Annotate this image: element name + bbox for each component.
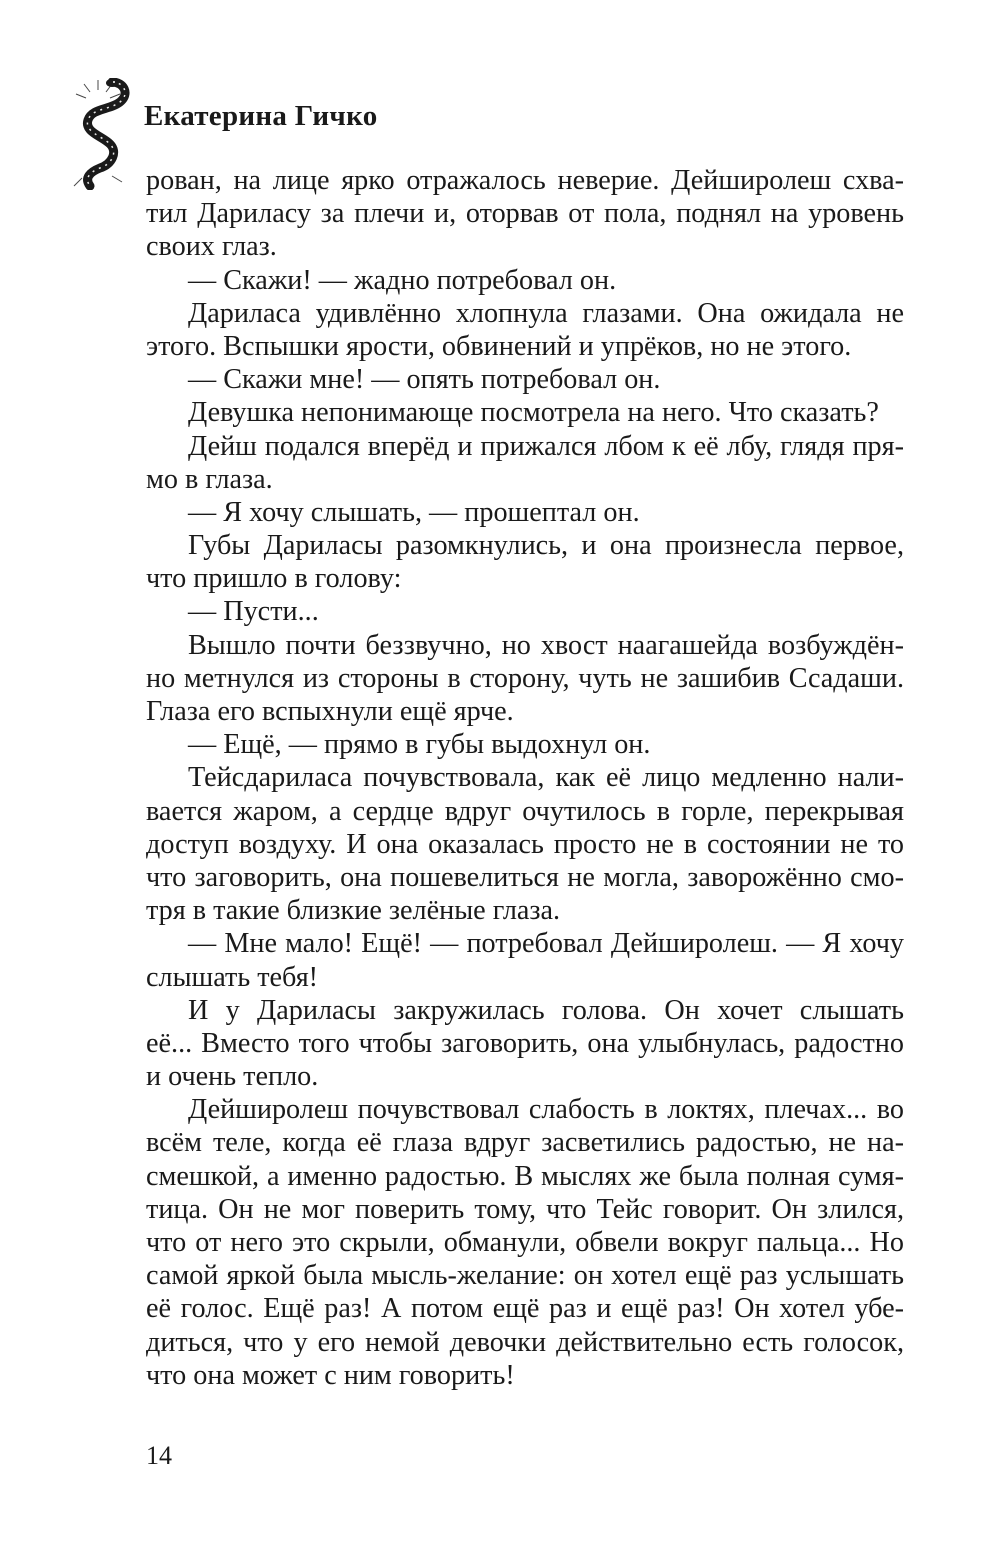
text-line: этого. Вспышки ярости, обвинений и упрёков, но не этого. (146, 330, 852, 362)
text-line: — Пусти... (188, 596, 319, 628)
text-line: Девушка непонимающе посмотрела на него. Что сказать? (188, 397, 879, 429)
text-line: Дейш подался вперёд и прижался лбом к её лбу, глядя пря- (188, 430, 904, 462)
body-text (146, 164, 904, 1392)
text-line: — Скажи мне! — опять потребовал он. (188, 364, 661, 396)
text-line: тица. Он не мог поверить тому, что Тейс говорит. Он злился, (146, 1193, 904, 1225)
text-line: смешкой, а именно радостью. В мыслях же была полная сумя- (146, 1160, 904, 1192)
text-line: мо в глаза. (146, 463, 273, 495)
author-name: Екатерина Гичко (144, 100, 378, 132)
text-line: доступ воздуху. И она оказалась просто не в состоянии не то (146, 828, 904, 860)
text-line: Вышло почти беззвучно, но хвост наагашейда возбуждён- (188, 629, 904, 661)
text-line: слышать тебя! (146, 961, 319, 993)
text-line: что она может с ним говорить! (146, 1359, 515, 1391)
text-line: и очень тепло. (146, 1061, 319, 1093)
text-line: что заговорить, она пошевелиться не могла, заворожённо смо- (146, 861, 904, 893)
snake-ornament-icon (72, 78, 142, 190)
text-line: Дейширолеш почувствовал слабость в локтях, плечах... во (188, 1094, 904, 1126)
text-line: своих глаз. (146, 231, 277, 263)
text-line: — Скажи! — жадно потребовал он. (188, 264, 617, 296)
text-line: — Мне мало! Ещё! — потребовал Дейширолеш. — Я хочу (188, 928, 904, 960)
text-line: И у Дариласы закружилась голова. Он хочет слышать (188, 994, 904, 1026)
text-line: вается жаром, а сердце вдруг очутилось в горле, перекрывая (146, 795, 904, 827)
text-line: что пришло в голову: (146, 563, 402, 595)
text-line: её голос. Ещё раз! А потом ещё раз и ещё раз! Он хотел убе- (146, 1293, 904, 1325)
text-line: самой яркой была мысль-желание: он хотел ещё раз услышать (146, 1260, 904, 1292)
text-line: Тейсдариласа почувствовала, как её лицо медленно нали- (188, 762, 904, 794)
text-line: рован, на лице ярко отражалось неверие. Дейширолеш схва- (146, 165, 904, 196)
text-line: диться, что у его немой девочки действительно есть голосок, (146, 1326, 904, 1358)
text-line: тил Дариласу за плечи и, оторвав от пола, поднял на уровень (146, 198, 904, 230)
text-line: Губы Дариласы разомкнулись, и она произнесла первое, (188, 530, 904, 562)
page-number: 14 (146, 1441, 172, 1470)
text-line: тря в такие близкие зелёные глаза. (146, 895, 561, 927)
text-line: всём теле, когда её глаза вдруг засветились радостью, не на- (146, 1127, 904, 1159)
text-line: но метнулся из стороны в сторону, чуть не зашибив Ссадаши. (146, 662, 904, 694)
text-line: её... Вместо того чтобы заговорить, она улыбнулась, радостно (146, 1027, 904, 1059)
text-line: — Я хочу слышать, — прошептал он. (188, 496, 640, 528)
text-line: Дариласа удивлённо хлопнула глазами. Она ожидала не (188, 297, 904, 329)
text-line: — Ещё, — прямо в губы выдохнул он. (188, 729, 651, 761)
text-line: Глаза его вспыхнули ещё ярче. (146, 696, 514, 727)
text-line: что от него это скрыли, обманули, обвели вокруг пальца... Но (146, 1227, 904, 1258)
